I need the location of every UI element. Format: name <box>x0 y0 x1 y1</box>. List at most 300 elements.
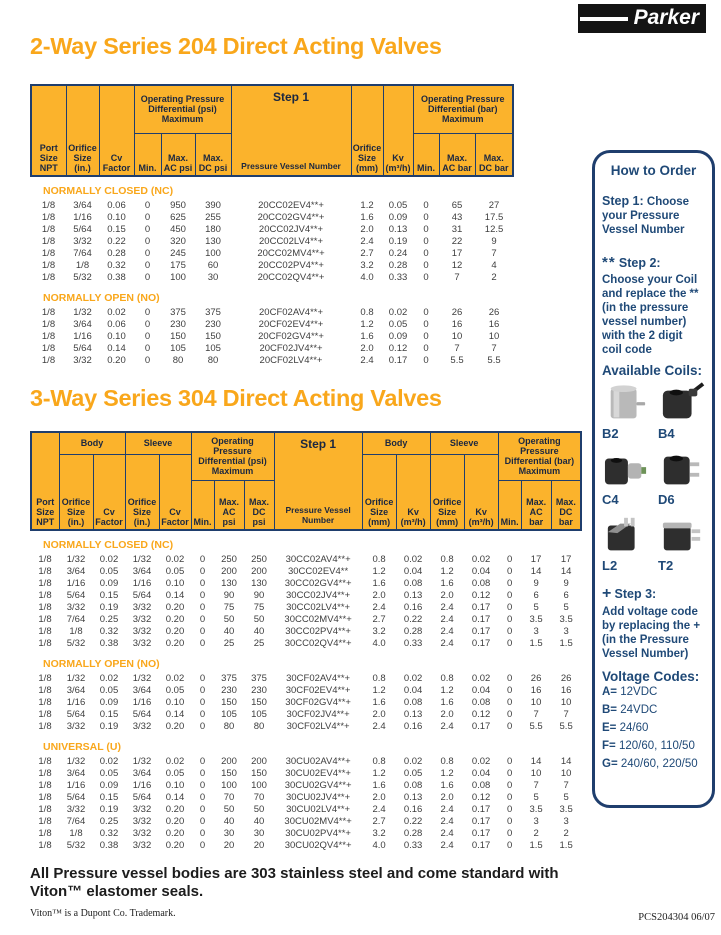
cell: 30CF02GV4**+ <box>274 697 362 709</box>
english-units-bar: ENGLISH UNITS <box>122 418 211 430</box>
cell: 0.17 <box>383 355 413 367</box>
cell: 17 <box>551 554 581 566</box>
metric-units-bar: METRIC UNITS <box>391 71 473 83</box>
cell: 0 <box>191 768 214 780</box>
cell: 30CU02LV4**+ <box>274 804 362 816</box>
cell: 0.32 <box>99 260 134 272</box>
coil-image-l2 <box>602 514 650 558</box>
cell: 0.17 <box>464 804 498 816</box>
cell: 0.15 <box>93 709 125 721</box>
cell: 0 <box>134 200 161 212</box>
cell: 0 <box>498 816 521 828</box>
cell: 10 <box>551 768 581 780</box>
cell: 0.02 <box>159 554 191 566</box>
cell: 0.33 <box>396 638 430 650</box>
cell: 5/64 <box>59 709 93 721</box>
cell: 20CC02MV4**+ <box>231 248 351 260</box>
cell: 0.05 <box>159 566 191 578</box>
cell: 0.20 <box>159 638 191 650</box>
cell: 0 <box>413 260 439 272</box>
cell: 105 <box>195 343 231 355</box>
cell: 0 <box>191 590 214 602</box>
col-header-max-ac-psi: Max. AC psi <box>161 133 195 176</box>
cell: 0.8 <box>430 756 464 768</box>
table-row <box>31 236 513 248</box>
cell: 1.2 <box>430 685 464 697</box>
cell: 65 <box>439 200 475 212</box>
cell: 0.09 <box>383 331 413 343</box>
cell: 3/32 <box>125 840 159 852</box>
cell: 7 <box>521 780 551 792</box>
page-title-2way: 2-Way Series 204 Direct Acting Valves <box>30 33 442 59</box>
cell: 0.17 <box>464 816 498 828</box>
col-header-body-orifice-in: Orifice Size (in.) <box>59 454 93 530</box>
cell: 0.20 <box>159 602 191 614</box>
cell: 1.6 <box>362 697 396 709</box>
cell: 2.4 <box>430 721 464 733</box>
cell: 105 <box>244 709 274 721</box>
cell: 2.0 <box>430 792 464 804</box>
cell: 3/64 <box>59 768 93 780</box>
cell: 7 <box>475 343 513 355</box>
cell: 2.0 <box>351 343 383 355</box>
cell: 1.2 <box>362 566 396 578</box>
cell: 1/8 <box>31 626 59 638</box>
cell: 200 <box>244 756 274 768</box>
step2-heading <box>602 254 705 271</box>
cell: 12.5 <box>475 224 513 236</box>
cell: 0.04 <box>464 566 498 578</box>
cell: 20CF02AV4**+ <box>231 307 351 319</box>
cell: 180 <box>195 224 231 236</box>
voltage-codes-list <box>602 684 705 773</box>
cell: 0.17 <box>464 828 498 840</box>
cell: 20CC02JV4**+ <box>231 224 351 236</box>
footer-statement <box>30 865 670 901</box>
cell: 3 <box>551 626 581 638</box>
col-header-cv-factor: Cv Factor <box>99 85 134 176</box>
cell: 150 <box>244 768 274 780</box>
cell: 3/32 <box>125 828 159 840</box>
cell: 0.09 <box>93 697 125 709</box>
cell: 30CC02GV4**+ <box>274 578 362 590</box>
cell: 625 <box>161 212 195 224</box>
cell: 150 <box>161 331 195 343</box>
cell: 70 <box>244 792 274 804</box>
group-header-sleeve-english: Sleeve <box>125 432 191 454</box>
cell: 80 <box>244 721 274 733</box>
cell: 5.5 <box>439 355 475 367</box>
section-label: NORMALLY CLOSED (NC) <box>31 530 581 554</box>
cell: 0 <box>498 828 521 840</box>
cell: 1/8 <box>31 319 66 331</box>
cell: 0.28 <box>383 260 413 272</box>
cell: 1/16 <box>125 697 159 709</box>
cell: 0.17 <box>464 721 498 733</box>
table-row <box>31 566 581 578</box>
cell: 1.5 <box>551 840 581 852</box>
footer-statement-line1: All Pressure vessel bodies are 303 stainless steel and come standard with <box>30 865 559 882</box>
cell: 0.25 <box>93 614 125 626</box>
cell: 2.4 <box>430 816 464 828</box>
cell: 0.10 <box>159 780 191 792</box>
cell: 0.04 <box>464 768 498 780</box>
cell: 0.14 <box>159 709 191 721</box>
cell: 20CF02EV4**+ <box>231 319 351 331</box>
cell: 0 <box>191 673 214 685</box>
cell: 1/8 <box>31 816 59 828</box>
table-row <box>31 590 581 602</box>
cell: 2 <box>475 272 513 284</box>
pvn-label: Pressure Vessel Number <box>285 505 351 526</box>
cell: 1.6 <box>351 331 383 343</box>
cell: 17 <box>521 554 551 566</box>
voltage-code-letter: F= <box>602 739 616 752</box>
cell: 375 <box>244 673 274 685</box>
cell: 2.0 <box>430 590 464 602</box>
cell: 200 <box>214 756 244 768</box>
cell: 3/64 <box>59 566 93 578</box>
cell: 105 <box>214 709 244 721</box>
cell: 3/64 <box>125 768 159 780</box>
section-universal <box>31 733 581 852</box>
cell: 0.04 <box>396 685 430 697</box>
cell: 40 <box>244 816 274 828</box>
voltage-code-letter: G= <box>602 757 618 770</box>
col-header-opd-psi: Operating Pressure Differential (psi) Maximum <box>134 85 231 133</box>
cell: 0.04 <box>396 566 430 578</box>
cell: 0 <box>134 331 161 343</box>
col-header-body-kv: Kv (m³/h) <box>396 454 430 530</box>
cell: 0 <box>134 355 161 367</box>
cell: 0 <box>134 212 161 224</box>
cell: 26 <box>551 673 581 685</box>
cell: 0.05 <box>159 768 191 780</box>
cell: 30CU02QV4**+ <box>274 840 362 852</box>
table-row <box>31 260 513 272</box>
cell: 375 <box>161 307 195 319</box>
cell: 4.0 <box>351 272 383 284</box>
cell: 16 <box>475 319 513 331</box>
col-header-max-dc-psi: Max. DC psi <box>244 480 274 530</box>
section-label: UNIVERSAL (U) <box>31 733 581 756</box>
cell: 3/32 <box>59 602 93 614</box>
cell: 150 <box>244 697 274 709</box>
pvn-label: Pressure Vessel Number <box>241 161 341 172</box>
cell: 375 <box>214 673 244 685</box>
cell: 0.04 <box>464 685 498 697</box>
table-row <box>31 768 581 780</box>
cell: 20CC02QV4**+ <box>231 272 351 284</box>
cell: 27 <box>475 200 513 212</box>
cell: 10 <box>475 331 513 343</box>
cell: 1/8 <box>31 828 59 840</box>
cell: 7/64 <box>59 614 93 626</box>
cell: 0.02 <box>159 673 191 685</box>
cell: 1/8 <box>31 272 66 284</box>
cell: 40 <box>214 816 244 828</box>
cell: 1.5 <box>551 638 581 650</box>
section-header-row <box>31 650 581 673</box>
cell: 2.7 <box>351 248 383 260</box>
cell: 0 <box>191 697 214 709</box>
voltage-code-value: 24/60 <box>619 722 649 735</box>
table-row <box>31 709 581 721</box>
cell: 0.13 <box>396 590 430 602</box>
available-coils-title: Available Coils: <box>602 363 703 379</box>
cell: 0.8 <box>362 673 396 685</box>
cell: 1/8 <box>31 756 59 768</box>
cell: 5/64 <box>125 709 159 721</box>
logo-wordmark: Parker <box>633 6 699 29</box>
cell: 230 <box>161 319 195 331</box>
table-row <box>31 212 513 224</box>
cell: 0.08 <box>464 697 498 709</box>
cell: 1/8 <box>31 236 66 248</box>
coil-label: C4 <box>602 492 619 508</box>
cell: 0 <box>498 566 521 578</box>
cell: 2.0 <box>430 709 464 721</box>
col-header-sleeve-orifice-in: Orifice Size (in.) <box>125 454 159 530</box>
cell: 0 <box>413 343 439 355</box>
cell: 30 <box>214 828 244 840</box>
cell: 0.25 <box>93 816 125 828</box>
cell: 0.06 <box>99 319 134 331</box>
cell: 0 <box>191 554 214 566</box>
cell: 3 <box>521 816 551 828</box>
cell: 0 <box>498 590 521 602</box>
coil-label: B4 <box>658 426 675 442</box>
cell: 5/32 <box>59 638 93 650</box>
table-row <box>31 343 513 355</box>
cell: 0.08 <box>464 578 498 590</box>
cell: 0.14 <box>99 343 134 355</box>
col-header-port-size: Port Size NPT <box>31 85 66 176</box>
col-header-sleeve-orifice-mm: Orifice Size (mm) <box>430 454 464 530</box>
cell: 0 <box>191 626 214 638</box>
cell: 80 <box>161 355 195 367</box>
cell: 0.02 <box>99 307 134 319</box>
cell: 7/64 <box>59 816 93 828</box>
cell: 20CF02JV4**+ <box>231 343 351 355</box>
cell: 0.02 <box>93 554 125 566</box>
col-header-opd-bar: Operating Pressure Differential (bar) Maximum <box>413 85 513 133</box>
cell: 0 <box>498 673 521 685</box>
cell: 0 <box>191 578 214 590</box>
cell: 250 <box>214 554 244 566</box>
cell: 175 <box>161 260 195 272</box>
cell: 0.20 <box>159 840 191 852</box>
cell: 0 <box>191 685 214 697</box>
cell: 3/32 <box>125 816 159 828</box>
col-header-port-size: Port Size NPT <box>31 432 59 530</box>
cell: 0 <box>498 638 521 650</box>
section-normally-closed <box>31 530 581 650</box>
cell: 30CF02AV4**+ <box>274 673 362 685</box>
cell: 0.8 <box>430 554 464 566</box>
cell: 0 <box>191 709 214 721</box>
step3-heading <box>602 585 705 603</box>
cell: 950 <box>161 200 195 212</box>
cell: 3/64 <box>125 566 159 578</box>
cell: 5/64 <box>66 224 99 236</box>
double-asterisk: ** <box>602 254 616 272</box>
cell: 4.0 <box>362 638 396 650</box>
cell: 150 <box>195 331 231 343</box>
coil-option-t2 <box>658 514 706 573</box>
cell: 450 <box>161 224 195 236</box>
cell: 17 <box>439 248 475 260</box>
cell: 0 <box>191 840 214 852</box>
cell: 1/8 <box>31 331 66 343</box>
cell: 3/32 <box>59 804 93 816</box>
table-row <box>31 248 513 260</box>
table-row <box>31 355 513 367</box>
cell: 0 <box>191 828 214 840</box>
step1-instruction <box>602 194 705 237</box>
cell: 0.14 <box>159 792 191 804</box>
section-header-row <box>31 176 513 200</box>
col-header-body-orifice-mm: Orifice Size (mm) <box>362 454 396 530</box>
col-header-max-dc-bar: Max. DC bar <box>475 133 513 176</box>
cell: 16 <box>551 685 581 697</box>
cell: 0.24 <box>383 248 413 260</box>
cell: 6 <box>551 590 581 602</box>
cell: 1/8 <box>31 260 66 272</box>
cell: 1/32 <box>125 554 159 566</box>
cell: 0.02 <box>93 673 125 685</box>
cell: 30CU02EV4**+ <box>274 768 362 780</box>
cell: 7/64 <box>66 248 99 260</box>
cell: 0.12 <box>464 792 498 804</box>
cell: 0.10 <box>159 697 191 709</box>
cell: 5 <box>521 792 551 804</box>
cell: 1.2 <box>351 200 383 212</box>
col-header-sleeve-kv: Kv (m³/h) <box>464 454 498 530</box>
coil-label: D6 <box>658 492 675 508</box>
cell: 0.02 <box>464 673 498 685</box>
col-header-opd-bar: Operating Pressure Differential (bar) Maximum <box>498 432 581 480</box>
logo-dash <box>580 17 628 21</box>
cell: 0.02 <box>383 307 413 319</box>
table-row <box>31 578 581 590</box>
voltage-code-value: 12VDC <box>620 686 658 699</box>
step1-text: Choose your Pressure Vessel Number <box>602 196 690 237</box>
cell: 0 <box>191 756 214 768</box>
cell: 5/32 <box>66 272 99 284</box>
cell: 375 <box>195 307 231 319</box>
col-header-min: Min. <box>134 133 161 176</box>
cell: 10 <box>439 331 475 343</box>
cell: 2.0 <box>362 590 396 602</box>
cell: 0.38 <box>93 840 125 852</box>
cell: 0.8 <box>362 756 396 768</box>
cell: 3/32 <box>125 626 159 638</box>
cell: 0.20 <box>99 355 134 367</box>
table-row <box>31 780 581 792</box>
table-row <box>31 554 581 566</box>
table-row <box>31 602 581 614</box>
cell: 1/32 <box>66 307 99 319</box>
cell: 9 <box>551 578 581 590</box>
cell: 2 <box>551 828 581 840</box>
cell: 0 <box>498 768 521 780</box>
coil-image-t2 <box>658 514 706 558</box>
cell: 3/64 <box>66 319 99 331</box>
step3-text: Add voltage code by replacing the + (in the Pressure Vessel Number) <box>602 606 701 661</box>
cell: 1/32 <box>125 673 159 685</box>
cell: 3/64 <box>66 200 99 212</box>
cell: 0 <box>134 248 161 260</box>
cell: 0 <box>498 756 521 768</box>
cell: 75 <box>244 602 274 614</box>
col-header-min: Min. <box>413 133 439 176</box>
cell: 2.4 <box>362 721 396 733</box>
table-row <box>31 614 581 626</box>
cell: 245 <box>161 248 195 260</box>
cell: 0 <box>498 804 521 816</box>
cell: 1/8 <box>31 792 59 804</box>
coil-option-c4 <box>602 448 650 507</box>
cell: 2.7 <box>362 816 396 828</box>
coil-option-b4 <box>658 382 706 441</box>
cell: 390 <box>195 200 231 212</box>
cell: 30CU02MV4**+ <box>274 816 362 828</box>
cell: 3/64 <box>59 685 93 697</box>
cell: 7 <box>521 709 551 721</box>
cell: 1.5 <box>521 638 551 650</box>
cell: 3/32 <box>59 721 93 733</box>
cell: 1/8 <box>31 614 59 626</box>
coil-grid <box>602 382 705 573</box>
spacer <box>274 418 362 432</box>
cell: 0.06 <box>99 200 134 212</box>
cell: 3 <box>521 626 551 638</box>
table-row <box>31 673 581 685</box>
cell: 0.19 <box>93 804 125 816</box>
cell: 0 <box>413 248 439 260</box>
cell: 1.2 <box>362 768 396 780</box>
cell: 16 <box>439 319 475 331</box>
cell: 3.2 <box>362 626 396 638</box>
cell: 7 <box>551 709 581 721</box>
cell: 0.17 <box>464 840 498 852</box>
cell: 20 <box>214 840 244 852</box>
cell: 2.4 <box>430 626 464 638</box>
footer-statement-line2: Viton™ elastomer seals. <box>30 883 204 900</box>
cell: 0 <box>134 272 161 284</box>
cell: 0.8 <box>430 673 464 685</box>
metric-units-bar: METRIC UNITS <box>431 418 512 430</box>
cell: 0.08 <box>396 578 430 590</box>
section-header-row <box>31 733 581 756</box>
cell: 3.5 <box>521 804 551 816</box>
cell: 0 <box>498 697 521 709</box>
cell: 20CF02GV4**+ <box>231 331 351 343</box>
cell: 5/64 <box>125 792 159 804</box>
col-header-pressure-vessel <box>274 432 362 530</box>
cell: 0 <box>191 804 214 816</box>
cell: 10 <box>521 697 551 709</box>
how-to-order-panel <box>592 150 715 808</box>
col-header-max-dc-psi: Max. DC psi <box>195 133 231 176</box>
cell: 0.19 <box>93 602 125 614</box>
cell: 70 <box>214 792 244 804</box>
col-header-orifice-mm: Orifice Size (mm) <box>351 85 383 176</box>
cell: 0.08 <box>464 780 498 792</box>
section-label: NORMALLY CLOSED (NC) <box>31 176 513 200</box>
cell: 75 <box>214 602 244 614</box>
